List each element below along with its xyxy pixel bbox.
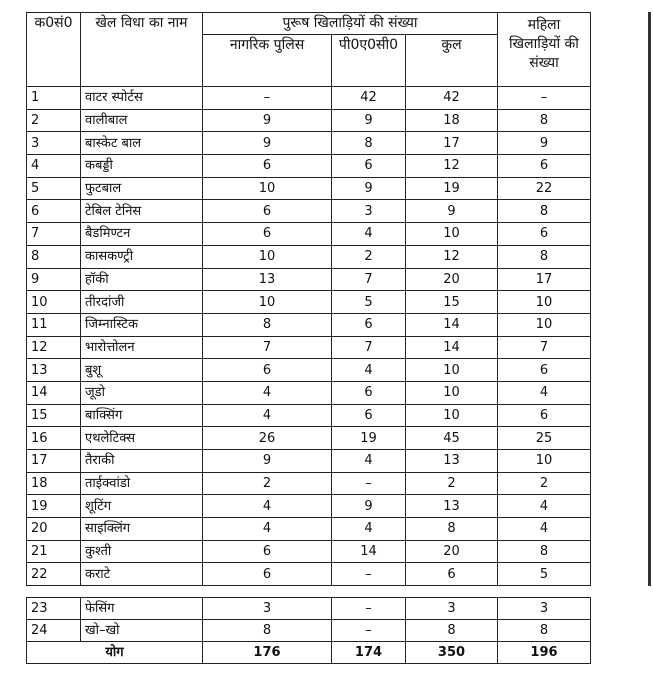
total-cell: 10 — [406, 359, 498, 382]
total-cell: 15 — [406, 291, 498, 314]
sport-name-cell: एथलेटिक्स — [81, 427, 203, 450]
pac-cell: 7 — [332, 268, 406, 291]
table-row — [27, 359, 591, 382]
sports-players-table-continued — [26, 597, 591, 664]
female-cell: 10 — [498, 313, 591, 336]
serial-cell: 7 — [27, 223, 81, 246]
table-row — [27, 450, 591, 473]
civil-police-cell: 8 — [203, 620, 332, 642]
female-cell: 8 — [498, 540, 591, 563]
civil-police-cell: 6 — [203, 540, 332, 563]
serial-cell: 11 — [27, 313, 81, 336]
total-cell: 13 — [406, 495, 498, 518]
civil-police-cell: 10 — [203, 245, 332, 268]
sport-name-cell: साइक्लिंग — [81, 518, 203, 541]
total-cell: 8 — [406, 620, 498, 642]
table-row — [27, 109, 591, 132]
table-row — [27, 155, 591, 178]
pac-cell: 7 — [332, 336, 406, 359]
serial-cell: 1 — [27, 87, 81, 110]
header-total: कुल — [406, 35, 498, 87]
total-cell: 13 — [406, 450, 498, 473]
table-row — [27, 245, 591, 268]
header-sport-name: खेल विधा का नाम — [81, 13, 203, 87]
pac-cell: 4 — [332, 359, 406, 382]
serial-cell: 12 — [27, 336, 81, 359]
table-row — [27, 200, 591, 223]
serial-cell: 23 — [27, 598, 81, 620]
total-cell: 14 — [406, 313, 498, 336]
table-row — [27, 177, 591, 200]
total-total: 350 — [406, 642, 498, 664]
sport-name-cell: वालीबाल — [81, 109, 203, 132]
sport-name-cell: भारोत्तोलन — [81, 336, 203, 359]
pac-cell: 9 — [332, 109, 406, 132]
sport-name-cell: बुशू — [81, 359, 203, 382]
civil-police-cell: 9 — [203, 109, 332, 132]
civil-police-cell: 10 — [203, 291, 332, 314]
female-cell: 10 — [498, 291, 591, 314]
sport-name-cell: ताईक्वांडो — [81, 472, 203, 495]
civil-police-cell: 13 — [203, 268, 332, 291]
female-cell: – — [498, 87, 591, 110]
pac-cell: 6 — [332, 155, 406, 178]
female-cell: 6 — [498, 359, 591, 382]
total-cell: 12 — [406, 245, 498, 268]
header-civil-police: नागरिक पुलिस — [203, 35, 332, 87]
pac-cell: 19 — [332, 427, 406, 450]
total-cell: 10 — [406, 381, 498, 404]
total-cell: 20 — [406, 540, 498, 563]
pac-cell: – — [332, 472, 406, 495]
table-row — [27, 268, 591, 291]
civil-police-cell: 6 — [203, 200, 332, 223]
sport-name-cell: कासकण्ट्री — [81, 245, 203, 268]
female-cell: 8 — [498, 245, 591, 268]
header-pac: पी0ए0सी0 — [332, 35, 406, 87]
totals-label: योग — [27, 642, 203, 664]
female-cell: 2 — [498, 472, 591, 495]
female-cell: 7 — [498, 336, 591, 359]
total-cell: 18 — [406, 109, 498, 132]
civil-police-cell: – — [203, 87, 332, 110]
female-cell: 22 — [498, 177, 591, 200]
serial-cell: 18 — [27, 472, 81, 495]
civil-police-cell: 4 — [203, 381, 332, 404]
sport-name-cell: फेसिंग — [81, 598, 203, 620]
sport-name-cell: तैराकी — [81, 450, 203, 473]
sport-name-cell: टेबिल टेनिस — [81, 200, 203, 223]
civil-police-cell: 8 — [203, 313, 332, 336]
female-cell: 4 — [498, 381, 591, 404]
civil-police-cell: 6 — [203, 563, 332, 586]
sport-name-cell: बैडमिण्टन — [81, 223, 203, 246]
total-female: 196 — [498, 642, 591, 664]
pac-cell: – — [332, 598, 406, 620]
table-row — [27, 563, 591, 586]
female-cell: 8 — [498, 200, 591, 223]
table-row — [27, 291, 591, 314]
female-cell: 17 — [498, 268, 591, 291]
civil-police-cell: 9 — [203, 132, 332, 155]
pac-cell: – — [332, 620, 406, 642]
sport-name-cell: खो–खो — [81, 620, 203, 642]
serial-cell: 14 — [27, 381, 81, 404]
table-row — [27, 620, 591, 642]
pac-cell: 4 — [332, 450, 406, 473]
total-cell: 42 — [406, 87, 498, 110]
table-row — [27, 518, 591, 541]
female-cell: 6 — [498, 155, 591, 178]
civil-police-cell: 9 — [203, 450, 332, 473]
table-row — [27, 495, 591, 518]
civil-police-cell: 6 — [203, 359, 332, 382]
serial-cell: 16 — [27, 427, 81, 450]
table-row — [27, 223, 591, 246]
total-pac: 174 — [332, 642, 406, 664]
serial-cell: 20 — [27, 518, 81, 541]
pac-cell: 8 — [332, 132, 406, 155]
serial-cell: 2 — [27, 109, 81, 132]
header-female-players: महिला खिलाड़ियों की संख्या — [498, 13, 591, 87]
civil-police-cell: 4 — [203, 404, 332, 427]
female-cell: 9 — [498, 132, 591, 155]
serial-cell: 19 — [27, 495, 81, 518]
sport-name-cell: हॉकी — [81, 268, 203, 291]
sports-players-table — [26, 12, 591, 586]
sport-name-cell: जिम्नास्टिक — [81, 313, 203, 336]
total-cell: 10 — [406, 223, 498, 246]
sport-name-cell: कराटे — [81, 563, 203, 586]
sport-name-cell: बास्केट बाल — [81, 132, 203, 155]
civil-police-cell: 7 — [203, 336, 332, 359]
pac-cell: 6 — [332, 381, 406, 404]
female-cell: 25 — [498, 427, 591, 450]
serial-cell: 4 — [27, 155, 81, 178]
female-cell: 6 — [498, 404, 591, 427]
pac-cell: 6 — [332, 313, 406, 336]
female-cell: 4 — [498, 495, 591, 518]
serial-cell: 17 — [27, 450, 81, 473]
total-cell: 17 — [406, 132, 498, 155]
female-cell: 3 — [498, 598, 591, 620]
sport-name-cell: वाटर स्पोर्टस — [81, 87, 203, 110]
serial-cell: 3 — [27, 132, 81, 155]
totals-row — [27, 642, 591, 664]
pac-cell: 4 — [332, 518, 406, 541]
table-row — [27, 404, 591, 427]
pac-cell: 5 — [332, 291, 406, 314]
serial-cell: 10 — [27, 291, 81, 314]
female-cell: 10 — [498, 450, 591, 473]
civil-police-cell: 3 — [203, 598, 332, 620]
civil-police-cell: 26 — [203, 427, 332, 450]
serial-cell: 13 — [27, 359, 81, 382]
table-row — [27, 381, 591, 404]
table-row — [27, 540, 591, 563]
female-cell: 8 — [498, 620, 591, 642]
pac-cell: 9 — [332, 495, 406, 518]
pac-cell: 9 — [332, 177, 406, 200]
sport-name-cell: कबड्डी — [81, 155, 203, 178]
sport-name-cell: फुटबाल — [81, 177, 203, 200]
civil-police-cell: 2 — [203, 472, 332, 495]
table-row — [27, 87, 591, 110]
sport-name-cell: कुश्ती — [81, 540, 203, 563]
header-male-players: पुरूष खिलाड़ियों की संख्या — [203, 13, 498, 35]
female-cell: 6 — [498, 223, 591, 246]
pac-cell: 2 — [332, 245, 406, 268]
pac-cell: 6 — [332, 404, 406, 427]
table-row — [27, 598, 591, 620]
sport-name-cell: बाक्सिंग — [81, 404, 203, 427]
table-row — [27, 336, 591, 359]
total-cell: 45 — [406, 427, 498, 450]
civil-police-cell: 10 — [203, 177, 332, 200]
serial-cell: 21 — [27, 540, 81, 563]
total-cell: 2 — [406, 472, 498, 495]
pac-cell: 42 — [332, 87, 406, 110]
serial-cell: 8 — [27, 245, 81, 268]
serial-cell: 5 — [27, 177, 81, 200]
civil-police-cell: 4 — [203, 495, 332, 518]
female-cell: 4 — [498, 518, 591, 541]
table-row — [27, 313, 591, 336]
total-civil-police: 176 — [203, 642, 332, 664]
total-cell: 20 — [406, 268, 498, 291]
total-cell: 6 — [406, 563, 498, 586]
pac-cell: 3 — [332, 200, 406, 223]
total-cell: 8 — [406, 518, 498, 541]
total-cell: 9 — [406, 200, 498, 223]
serial-cell: 24 — [27, 620, 81, 642]
serial-cell: 6 — [27, 200, 81, 223]
table-row — [27, 472, 591, 495]
sport-name-cell: जूडो — [81, 381, 203, 404]
serial-cell: 15 — [27, 404, 81, 427]
female-cell: 5 — [498, 563, 591, 586]
page-right-rule — [648, 12, 651, 586]
pac-cell: – — [332, 563, 406, 586]
total-cell: 14 — [406, 336, 498, 359]
total-cell: 10 — [406, 404, 498, 427]
total-cell: 19 — [406, 177, 498, 200]
civil-police-cell: 4 — [203, 518, 332, 541]
female-cell: 8 — [498, 109, 591, 132]
civil-police-cell: 6 — [203, 223, 332, 246]
header-serial: क0सं0 — [27, 13, 81, 87]
sport-name-cell: तीरदांजी — [81, 291, 203, 314]
civil-police-cell: 6 — [203, 155, 332, 178]
serial-cell: 22 — [27, 563, 81, 586]
table-row — [27, 132, 591, 155]
pac-cell: 4 — [332, 223, 406, 246]
total-cell: 3 — [406, 598, 498, 620]
total-cell: 12 — [406, 155, 498, 178]
pac-cell: 14 — [332, 540, 406, 563]
sport-name-cell: शूटिंग — [81, 495, 203, 518]
serial-cell: 9 — [27, 268, 81, 291]
table-row — [27, 427, 591, 450]
